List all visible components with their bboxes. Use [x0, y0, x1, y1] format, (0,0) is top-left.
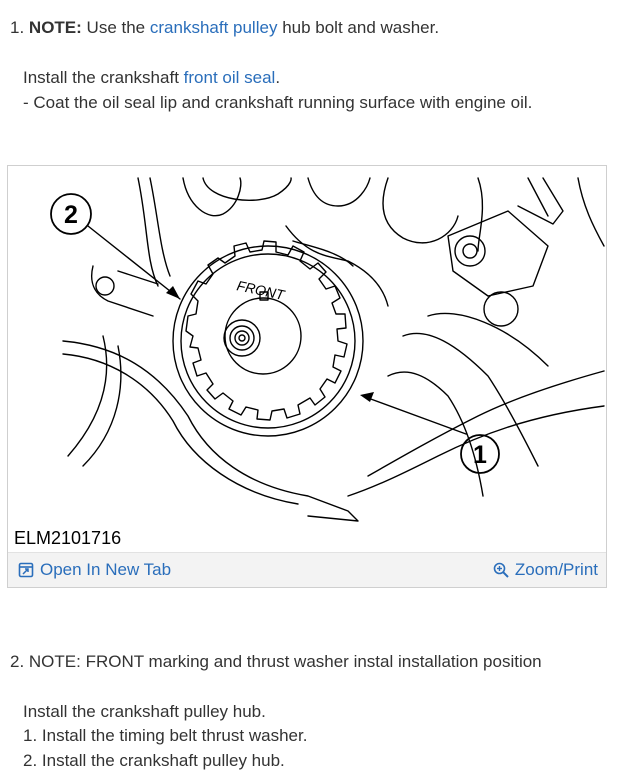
front-marking: FRONT — [235, 277, 286, 303]
oil-seal-illustration — [8, 166, 606, 554]
open-in-new-tab-icon — [18, 562, 34, 578]
crankshaft-pulley-link[interactable]: crankshaft pulley — [149, 18, 278, 37]
substep-2: 2. Install the crankshaft pulley hub. — [23, 751, 285, 770]
figure-code: ELM2101716 — [14, 528, 122, 548]
callout-2: 2 — [64, 201, 78, 229]
zoom-print-button[interactable] — [493, 560, 598, 580]
step1-note-line — [10, 17, 439, 39]
front-oil-seal-link[interactable]: front oil seal — [183, 68, 276, 87]
figure-panel — [7, 165, 607, 588]
figure-toolbar — [8, 552, 606, 587]
coat-instruction: - Coat the oil seal lip and crankshaft running surface with engine oil. — [23, 93, 533, 112]
note-label: NOTE: — [28, 18, 82, 37]
zoom-in-icon — [493, 562, 509, 578]
install-seal-line — [23, 67, 280, 89]
zoom-print-label: Zoom/Print — [514, 560, 598, 579]
note-text-post: hub bolt and washer. — [282, 18, 440, 37]
install-text-pre: Install the crankshaft — [23, 68, 179, 87]
open-in-new-tab-label: Open In New Tab — [40, 560, 172, 579]
step2-note-line: 2. NOTE: FRONT marking and thrust washer instal installation position — [10, 652, 542, 671]
open-in-new-tab-button[interactable] — [18, 560, 171, 580]
install-text-post: . — [275, 68, 281, 87]
substep-1: 1. Install the timing belt thrust washer. — [23, 726, 308, 745]
note-text-pre: Use the — [86, 18, 146, 37]
callout-1: 1 — [473, 441, 487, 469]
step1-number: 1. — [10, 18, 25, 37]
install-hub-line: Install the crankshaft pulley hub. — [23, 702, 266, 721]
